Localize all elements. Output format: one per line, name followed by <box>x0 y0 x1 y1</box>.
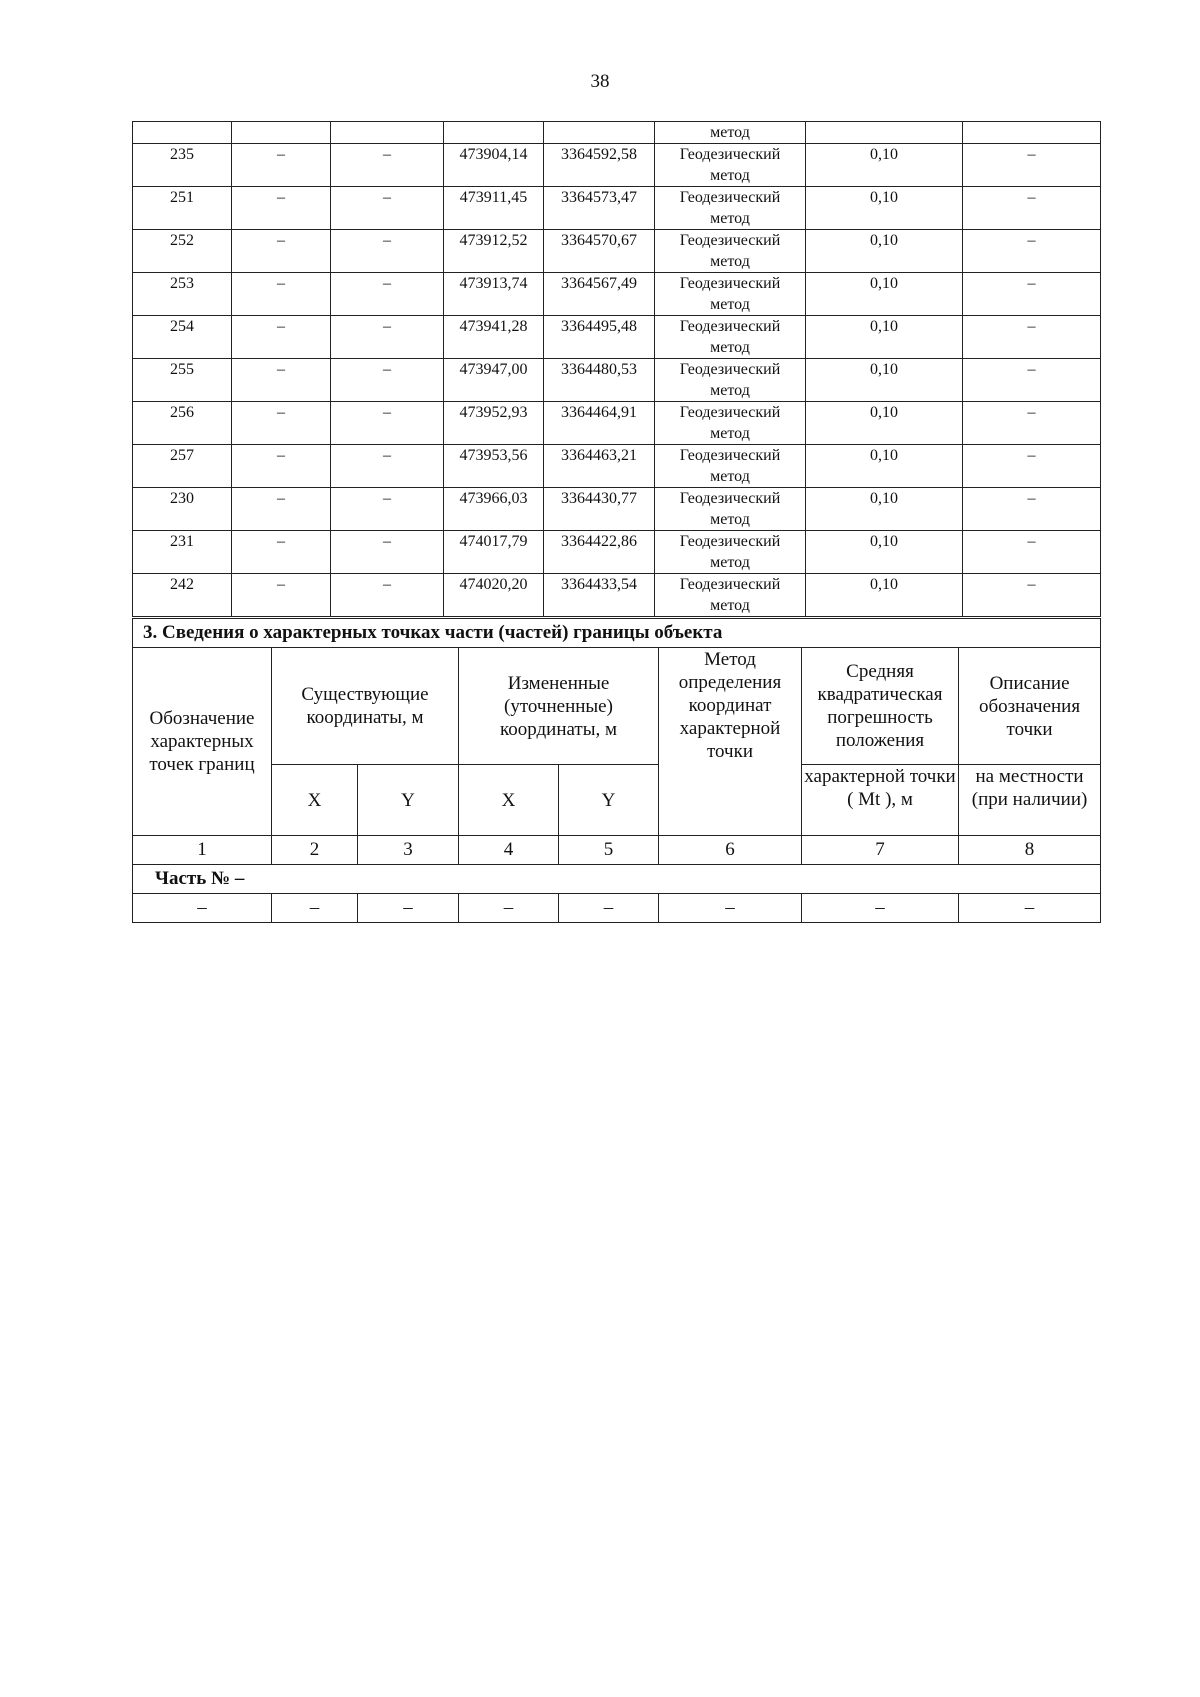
method-line: Геодезический <box>679 447 781 464</box>
method-line: метод <box>710 425 750 442</box>
description: – <box>963 144 1101 187</box>
method <box>655 144 806 187</box>
mean-error: 0,10 <box>806 144 963 187</box>
description: – <box>963 359 1101 402</box>
continuation-row <box>133 122 1101 144</box>
method-line: метод <box>710 296 750 313</box>
method-line: Геодезический <box>679 404 781 421</box>
x-coordinate: 473911,45 <box>444 187 544 230</box>
mean-error: 0,10 <box>806 402 963 445</box>
mean-error: 0,10 <box>806 574 963 617</box>
column-number: 6 <box>659 836 802 865</box>
header-changed-y: Y <box>559 765 659 836</box>
existing-y: – <box>331 531 444 574</box>
method-line: Геодезический <box>679 576 781 593</box>
table-cell: – <box>133 894 272 923</box>
page-number: 38 <box>590 71 610 92</box>
header-description-top: Описание обозначения точки <box>959 648 1101 765</box>
method-line: Геодезический <box>679 361 781 378</box>
description: – <box>963 187 1101 230</box>
header-existing-coords: Существующие координаты, м <box>272 648 459 765</box>
mean-error: 0,10 <box>806 316 963 359</box>
existing-y: – <box>331 402 444 445</box>
method <box>655 445 806 488</box>
y-coordinate: 3364422,86 <box>544 531 655 574</box>
table-row <box>133 488 1101 531</box>
header-mean-error-top: Средняя квадратическая погрешность положения <box>802 648 959 765</box>
existing-y: – <box>331 273 444 316</box>
y-coordinate: 3364567,49 <box>544 273 655 316</box>
existing-x: – <box>232 574 331 617</box>
x-coordinate: 474017,79 <box>444 531 544 574</box>
table-cell: – <box>959 894 1101 923</box>
header-description-bottom: на местности (при наличии) <box>959 765 1101 836</box>
x-coordinate: 473952,93 <box>444 402 544 445</box>
table-cell: – <box>559 894 659 923</box>
existing-y: – <box>331 144 444 187</box>
mean-error: 0,10 <box>806 187 963 230</box>
column-number: 8 <box>959 836 1101 865</box>
method-line: метод <box>710 167 750 184</box>
point-number: 231 <box>133 531 232 574</box>
mean-error: 0,10 <box>806 445 963 488</box>
header-existing-y: Y <box>358 765 459 836</box>
method <box>655 531 806 574</box>
existing-x: – <box>232 230 331 273</box>
table-row <box>133 316 1101 359</box>
method-line: метод <box>710 468 750 485</box>
part-label: Часть № – <box>133 865 1101 894</box>
mean-error: 0,10 <box>806 273 963 316</box>
y-coordinate: 3364433,54 <box>544 574 655 617</box>
table-row <box>133 531 1101 574</box>
y-coordinate: 3364430,77 <box>544 488 655 531</box>
mean-error: 0,10 <box>806 230 963 273</box>
x-coordinate: 473953,56 <box>444 445 544 488</box>
x-coordinate: 473947,00 <box>444 359 544 402</box>
description: – <box>963 531 1101 574</box>
header-mean-error-bottom: характерной точки ( Mt ), м <box>802 765 959 836</box>
existing-x: – <box>232 273 331 316</box>
x-coordinate: 473966,03 <box>444 488 544 531</box>
method <box>655 316 806 359</box>
method <box>655 488 806 531</box>
point-number: 235 <box>133 144 232 187</box>
x-coordinate: 473904,14 <box>444 144 544 187</box>
y-coordinate: 3364573,47 <box>544 187 655 230</box>
table-row <box>133 359 1101 402</box>
table-row <box>133 402 1101 445</box>
point-number: 257 <box>133 445 232 488</box>
point-number: 252 <box>133 230 232 273</box>
existing-x: – <box>232 187 331 230</box>
existing-x: – <box>232 316 331 359</box>
existing-x: – <box>232 359 331 402</box>
method-line: метод <box>710 554 750 571</box>
existing-y: – <box>331 359 444 402</box>
method-line: Геодезический <box>679 232 781 249</box>
x-coordinate: 473912,52 <box>444 230 544 273</box>
method <box>655 273 806 316</box>
description: – <box>963 445 1101 488</box>
y-coordinate: 3364480,53 <box>544 359 655 402</box>
table-row <box>133 445 1101 488</box>
section3-title: 3. Сведения о характерных точках части (частей) границы объекта <box>133 619 1101 648</box>
table-cell: – <box>659 894 802 923</box>
point-number: 254 <box>133 316 232 359</box>
y-coordinate: 3364463,21 <box>544 445 655 488</box>
method-continuation: метод <box>655 122 806 144</box>
existing-x: – <box>232 445 331 488</box>
table-cell: – <box>358 894 459 923</box>
point-number: 256 <box>133 402 232 445</box>
point-number: 253 <box>133 273 232 316</box>
existing-y: – <box>331 230 444 273</box>
coordinates-table <box>132 121 1101 617</box>
mean-error: 0,10 <box>806 488 963 531</box>
section3-table <box>132 618 1101 923</box>
y-coordinate: 3364570,67 <box>544 230 655 273</box>
table-row <box>133 230 1101 273</box>
header-method: Метод определения координат характерной точки <box>659 648 802 836</box>
existing-y: – <box>331 316 444 359</box>
method <box>655 230 806 273</box>
existing-x: – <box>232 402 331 445</box>
x-coordinate: 473913,74 <box>444 273 544 316</box>
column-number: 3 <box>358 836 459 865</box>
y-coordinate: 3364464,91 <box>544 402 655 445</box>
column-number: 1 <box>133 836 272 865</box>
method-line: метод <box>710 253 750 270</box>
y-coordinate: 3364495,48 <box>544 316 655 359</box>
method-line: метод <box>710 382 750 399</box>
header-existing-x: X <box>272 765 358 836</box>
column-number: 7 <box>802 836 959 865</box>
existing-y: – <box>331 445 444 488</box>
point-number: 242 <box>133 574 232 617</box>
method-line: Геодезический <box>679 146 781 163</box>
method-line: Геодезический <box>679 318 781 335</box>
point-number: 251 <box>133 187 232 230</box>
x-coordinate: 474020,20 <box>444 574 544 617</box>
point-number: 255 <box>133 359 232 402</box>
column-number-row <box>133 836 1101 865</box>
table-cell: – <box>802 894 959 923</box>
description: – <box>963 230 1101 273</box>
header-changed-coords: Измененные (уточненные) координаты, м <box>459 648 659 765</box>
point-number: 230 <box>133 488 232 531</box>
table-row <box>133 187 1101 230</box>
method-line: Геодезический <box>679 189 781 206</box>
header-point-designation: Обозначение характерных точек границ <box>133 648 272 836</box>
method <box>655 187 806 230</box>
column-number: 5 <box>559 836 659 865</box>
header-changed-x: X <box>459 765 559 836</box>
description: – <box>963 402 1101 445</box>
table-row <box>133 144 1101 187</box>
description: – <box>963 316 1101 359</box>
existing-y: – <box>331 187 444 230</box>
table-row <box>133 894 1101 923</box>
mean-error: 0,10 <box>806 359 963 402</box>
method-line: Геодезический <box>679 490 781 507</box>
column-number: 4 <box>459 836 559 865</box>
method-line: метод <box>710 210 750 227</box>
existing-x: – <box>232 531 331 574</box>
method <box>655 402 806 445</box>
description: – <box>963 488 1101 531</box>
method-line: Геодезический <box>679 533 781 550</box>
x-coordinate: 473941,28 <box>444 316 544 359</box>
mean-error: 0,10 <box>806 531 963 574</box>
method-line: Геодезический <box>679 275 781 292</box>
table-row <box>133 574 1101 617</box>
method-line: метод <box>710 511 750 528</box>
table-cell: – <box>459 894 559 923</box>
existing-x: – <box>232 144 331 187</box>
table-cell: – <box>272 894 358 923</box>
method <box>655 359 806 402</box>
method-line: метод <box>710 339 750 356</box>
column-number: 2 <box>272 836 358 865</box>
existing-y: – <box>331 574 444 617</box>
description: – <box>963 273 1101 316</box>
y-coordinate: 3364592,58 <box>544 144 655 187</box>
method-line: метод <box>710 597 750 614</box>
existing-x: – <box>232 488 331 531</box>
description: – <box>963 574 1101 617</box>
existing-y: – <box>331 488 444 531</box>
method <box>655 574 806 617</box>
table-row <box>133 273 1101 316</box>
